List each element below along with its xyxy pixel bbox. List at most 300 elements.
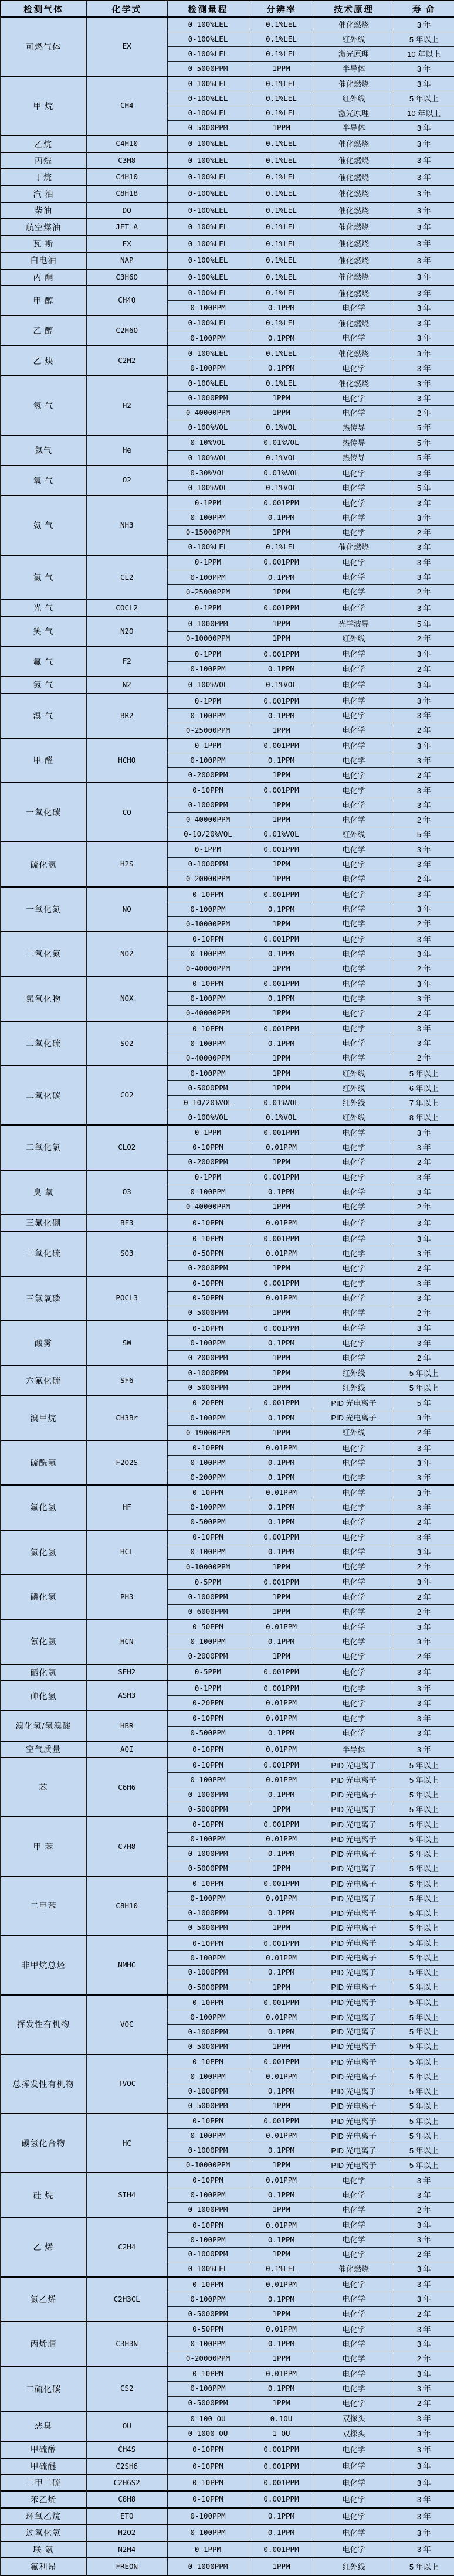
resolution-cell: 0.1PPM <box>249 1456 314 1470</box>
gas-name-cell: 溴甲烷 <box>1 1396 86 1440</box>
lifespan-cell: 2 年 <box>394 1649 454 1664</box>
gas-table-body <box>1 17 454 2575</box>
lifespan-cell: 3 年 <box>394 135 454 152</box>
gas-name-cell: 溴 气 <box>1 694 86 738</box>
table-row <box>1 135 454 152</box>
lifespan-cell: 5 年以上 <box>394 32 454 47</box>
table-row <box>1 738 454 753</box>
table-row <box>1 219 454 235</box>
table-row <box>1 1664 454 1681</box>
range-cell: 0-40000PPM <box>167 1051 249 1066</box>
lifespan-cell: 5 年以上 <box>394 1758 454 1773</box>
range-cell: 0-100%LEL <box>167 219 249 235</box>
formula-cell: F2O2S <box>86 1440 167 1485</box>
principle-cell: PID 光电离子 <box>314 2024 394 2039</box>
resolution-cell: 0.001PPM <box>249 2541 314 2558</box>
gas-name-cell: 磷化氢 <box>1 1575 86 1619</box>
lifespan-cell: 3 年 <box>394 902 454 917</box>
principle-cell: 催化燃烧 <box>314 135 394 152</box>
principle-cell: 双探头 <box>314 2411 394 2427</box>
lifespan-cell: 3 年 <box>394 2337 454 2351</box>
range-cell: 0-10000PPM <box>167 2158 249 2173</box>
lifespan-cell: 2 年 <box>394 1051 454 1066</box>
range-cell: 0-10PPM <box>167 1741 249 1758</box>
range-cell: 0-100PPM <box>167 753 249 768</box>
formula-cell: C2H2 <box>86 346 167 376</box>
principle-cell: PID 光电离子 <box>314 1936 394 1951</box>
lifespan-cell: 3 年 <box>394 857 454 872</box>
lifespan-cell: 3 年 <box>394 1125 454 1140</box>
range-cell: 0-100PPM <box>167 662 249 677</box>
lifespan-cell: 3 年 <box>394 677 454 693</box>
header-row <box>1 1 454 17</box>
resolution-cell: 1PPM <box>249 1590 314 1605</box>
formula-cell: C3H8 <box>86 152 167 169</box>
principle-cell: 电化学 <box>314 1231 394 1246</box>
lifespan-cell: 3 年 <box>394 1664 454 1681</box>
formula-cell: CO <box>86 783 167 842</box>
lifespan-cell: 3 年 <box>394 391 454 406</box>
range-cell: 0-10PPM <box>167 2366 249 2381</box>
col-header-gas: 检测气体 <box>1 1 86 17</box>
resolution-cell: 0.1PPM <box>249 2232 314 2247</box>
principle-cell: 电化学 <box>314 1440 394 1456</box>
principle-cell: 电化学 <box>314 2203 394 2218</box>
col-header-resolution: 分辨率 <box>249 1 314 17</box>
range-cell: 0-100PPM <box>167 1336 249 1351</box>
formula-cell: JET A <box>86 219 167 235</box>
gas-name-cell: 二氧化碳 <box>1 1066 86 1125</box>
formula-cell: He <box>86 436 167 465</box>
resolution-cell: 1PPM <box>249 631 314 647</box>
gas-name-cell: 二甲二硫 <box>1 2475 86 2491</box>
principle-cell: 电化学 <box>314 1681 394 1696</box>
principle-cell: 催化燃烧 <box>314 346 394 361</box>
gas-name-cell: 汽 油 <box>1 186 86 202</box>
principle-cell: 电化学 <box>314 1485 394 1500</box>
principle-cell: PID 光电离子 <box>314 1847 394 1861</box>
range-cell: 0-1000PPM <box>167 2247 249 2262</box>
resolution-cell: 0.1PPM <box>249 2143 314 2158</box>
lifespan-cell: 2 年 <box>394 1515 454 1530</box>
principle-cell: 电化学 <box>314 570 394 584</box>
range-cell: 0-100PPM <box>167 301 249 316</box>
principle-cell: 电化学 <box>314 662 394 677</box>
gas-name-cell: 硫酰氟 <box>1 1440 86 1485</box>
principle-cell: 电化学 <box>314 2441 394 2458</box>
lifespan-cell: 3 年 <box>394 121 454 136</box>
lifespan-cell: 5 年以上 <box>394 2010 454 2025</box>
resolution-cell: 0.1%LEL <box>249 2262 314 2277</box>
lifespan-cell: 2 年 <box>394 1559 454 1575</box>
lifespan-cell: 3 年 <box>394 1530 454 1545</box>
range-cell: 0-100PPM <box>167 331 249 346</box>
resolution-cell: 0.1PPM <box>249 1515 314 1530</box>
range-cell: 0-100%LEL <box>167 76 249 91</box>
range-cell: 0-100%LEL <box>167 91 249 106</box>
range-cell: 0-10/20%VOL <box>167 827 249 842</box>
range-cell: 0-100PPM <box>167 2337 249 2351</box>
resolution-cell: 0.1PPM <box>249 511 314 525</box>
range-cell: 0-100PPM <box>167 2232 249 2247</box>
gas-name-cell: 环氧乙烷 <box>1 2508 86 2524</box>
range-cell: 0-20000PPM <box>167 2351 249 2367</box>
principle-cell: 电化学 <box>314 1575 394 1590</box>
resolution-cell: 0.01PPM <box>249 1711 314 1726</box>
gas-name-cell: 砷化氢 <box>1 1681 86 1711</box>
principle-cell: 红外线 <box>314 1096 394 1110</box>
principle-cell: 催化燃烧 <box>314 252 394 269</box>
range-cell: 0-50PPM <box>167 1619 249 1634</box>
resolution-cell: 0.01%VOL <box>249 436 314 451</box>
range-cell: 0-100PPM <box>167 2129 249 2143</box>
lifespan-cell: 5 年以上 <box>394 91 454 106</box>
gas-name-cell: 可燃气体 <box>1 17 86 76</box>
range-cell: 0-10PPM <box>167 1485 249 1500</box>
lifespan-cell: 5 年 <box>394 436 454 451</box>
table-row <box>1 2173 454 2188</box>
resolution-cell: 0.001PPM <box>249 842 314 857</box>
principle-cell: 热传导 <box>314 420 394 436</box>
range-cell: 0-19000PPM <box>167 1425 249 1440</box>
resolution-cell: 1PPM <box>249 1066 314 1081</box>
resolution-cell: 0.1PPM <box>249 902 314 917</box>
resolution-cell: 0.001PPM <box>249 1396 314 1411</box>
lifespan-cell: 5 年以上 <box>394 2024 454 2039</box>
principle-cell: 电化学 <box>314 1306 394 1321</box>
resolution-cell: 1PPM <box>249 1604 314 1619</box>
resolution-cell: 0.1PPM <box>249 1470 314 1486</box>
formula-cell: ASH3 <box>86 1681 167 1711</box>
table-row <box>1 1365 454 1381</box>
lifespan-cell: 3 年 <box>394 465 454 481</box>
range-cell: 0-10PPM <box>167 1140 249 1155</box>
principle-cell: 电化学 <box>314 1125 394 1140</box>
principle-cell: 电化学 <box>314 1726 394 1741</box>
range-cell: 0-100PPM <box>167 1036 249 1051</box>
lifespan-cell: 3 年 <box>394 976 454 991</box>
range-cell: 0-1PPM <box>167 842 249 857</box>
resolution-cell: 0.1%LEL <box>249 17 314 32</box>
formula-cell: SO3 <box>86 1231 167 1276</box>
principle-cell: 电化学 <box>314 2218 394 2233</box>
resolution-cell: 0.001PPM <box>249 1530 314 1545</box>
formula-cell: NH3 <box>86 495 167 555</box>
resolution-cell: 0.1PPM <box>249 2508 314 2524</box>
resolution-cell: 1PPM <box>249 2247 314 2262</box>
gas-name-cell: 氮 气 <box>1 677 86 693</box>
resolution-cell: 0.01PPM <box>249 2010 314 2025</box>
formula-cell: SO2 <box>86 1021 167 1066</box>
principle-cell: PID 光电离子 <box>314 1980 394 1995</box>
principle-cell: 红外线 <box>314 32 394 47</box>
resolution-cell: 0.001PPM <box>249 1817 314 1832</box>
lifespan-cell: 10 年以上 <box>394 106 454 121</box>
resolution-cell: 0.1OU <box>249 2411 314 2427</box>
table-row <box>1 2475 454 2491</box>
resolution-cell: 0.1PPM <box>249 1500 314 1515</box>
principle-cell: 电化学 <box>314 798 394 813</box>
range-cell: 0-100PPM <box>167 1066 249 1081</box>
table-row <box>1 286 454 301</box>
range-cell: 0-100%LEL <box>167 236 249 252</box>
lifespan-cell: 3 年 <box>394 2524 454 2541</box>
range-cell: 0-15000PPM <box>167 525 249 540</box>
lifespan-cell: 3 年 <box>394 2426 454 2441</box>
range-cell: 0-2000PPM <box>167 1649 249 1664</box>
principle-cell: 电化学 <box>314 2173 394 2188</box>
resolution-cell: 0.001PPM <box>249 1877 314 1892</box>
range-cell: 0-100PPM <box>167 570 249 584</box>
lifespan-cell: 3 年 <box>394 2475 454 2491</box>
principle-cell: 电化学 <box>314 723 394 738</box>
lifespan-cell: 2 年 <box>394 2247 454 2262</box>
range-cell: 0-5000PPM <box>167 1381 249 1396</box>
range-cell: 0-20PPM <box>167 1396 249 1411</box>
range-cell: 0-5PPM <box>167 1664 249 1681</box>
range-cell: 0-40000PPM <box>167 1199 249 1215</box>
lifespan-cell: 3 年 <box>394 753 454 768</box>
principle-cell: 电化学 <box>314 1036 394 1051</box>
formula-cell: HCN <box>86 1619 167 1664</box>
lifespan-cell: 3 年 <box>394 1291 454 1306</box>
lifespan-cell: 2 年 <box>394 584 454 600</box>
range-cell: 0-10PPM <box>167 2218 249 2233</box>
principle-cell: 电化学 <box>314 1185 394 1199</box>
gas-name-cell: 三氟化硼 <box>1 1215 86 1231</box>
lifespan-cell: 5 年以上 <box>394 2084 454 2099</box>
principle-cell: 电化学 <box>314 961 394 977</box>
lifespan-cell: 3 年 <box>394 376 454 391</box>
formula-cell: O3 <box>86 1170 167 1215</box>
resolution-cell: 0.001PPM <box>249 647 314 662</box>
table-row <box>1 436 454 451</box>
resolution-cell: 0.1PPM <box>249 1036 314 1051</box>
range-cell: 0-10PPM <box>167 1817 249 1832</box>
principle-cell: 红外线 <box>314 827 394 842</box>
resolution-cell: 1PPM <box>249 1980 314 1995</box>
range-cell: 0-10PPM <box>167 1711 249 1726</box>
principle-cell: 电化学 <box>314 1350 394 1365</box>
resolution-cell: 0.001PPM <box>249 495 314 511</box>
range-cell: 0-100%LEL <box>167 252 249 269</box>
principle-cell: 电化学 <box>314 1649 394 1664</box>
resolution-cell: 0.001PPM <box>249 1758 314 1773</box>
gas-name-cell: 六氟化硫 <box>1 1365 86 1395</box>
resolution-cell: 0.01PPM <box>249 1215 314 1231</box>
formula-cell: CL2 <box>86 555 167 600</box>
gas-name-cell: 三氧化硫 <box>1 1231 86 1276</box>
lifespan-cell: 3 年 <box>394 1726 454 1741</box>
resolution-cell: 0.1PPM <box>249 2024 314 2039</box>
principle-cell: PID 光电离子 <box>314 1950 394 1965</box>
range-cell: 0-100PPM <box>167 2292 249 2307</box>
principle-cell: PID 光电离子 <box>314 1802 394 1817</box>
range-cell: 0-10PPM <box>167 1440 249 1456</box>
lifespan-cell: 5 年以上 <box>394 2129 454 2143</box>
formula-cell: H2O2 <box>86 2524 167 2541</box>
table-row <box>1 932 454 947</box>
principle-cell: 电化学 <box>314 783 394 798</box>
range-cell: 0-100PPM <box>167 1950 249 1965</box>
principle-cell: 电化学 <box>314 2247 394 2262</box>
resolution-cell: 0.1%LEL <box>249 186 314 202</box>
principle-cell: 半导体 <box>314 121 394 136</box>
principle-cell: 热传导 <box>314 450 394 465</box>
lifespan-cell: 2 年 <box>394 1006 454 1021</box>
principle-cell: PID 光电离子 <box>314 1787 394 1802</box>
gas-name-cell: 氟利昂 <box>1 2558 86 2575</box>
table-row <box>1 1396 454 1411</box>
gas-name-cell: 甲 醇 <box>1 286 86 315</box>
resolution-cell: 0.001PPM <box>249 1021 314 1036</box>
range-cell: 0-100 OU <box>167 2411 249 2427</box>
resolution-cell: 0.1%VOL <box>249 420 314 436</box>
range-cell: 0-10000PPM <box>167 916 249 932</box>
principle-cell: 电化学 <box>314 842 394 857</box>
lifespan-cell: 5 年以上 <box>394 1980 454 1995</box>
principle-cell: PID 光电离子 <box>314 2143 394 2158</box>
lifespan-cell: 5 年以上 <box>394 2158 454 2173</box>
lifespan-cell: 3 年 <box>394 361 454 376</box>
formula-cell: C8H18 <box>86 186 167 202</box>
table-row <box>1 555 454 570</box>
range-cell: 0-20PPM <box>167 1696 249 1711</box>
range-cell: 0-100%LEL <box>167 32 249 47</box>
formula-cell: EX <box>86 17 167 76</box>
principle-cell: 电化学 <box>314 2491 394 2507</box>
resolution-cell: 0.001PPM <box>249 2475 314 2491</box>
lifespan-cell: 3 年 <box>394 76 454 91</box>
principle-cell: 电化学 <box>314 916 394 932</box>
range-cell: 0-1000PPM <box>167 1847 249 1861</box>
resolution-cell: 1PPM <box>249 1081 314 1096</box>
table-row <box>1 1125 454 1140</box>
resolution-cell: 0.1PPM <box>249 1726 314 1741</box>
principle-cell: PID 光电离子 <box>314 1758 394 1773</box>
principle-cell: 电化学 <box>314 1619 394 1634</box>
principle-cell: 电化学 <box>314 511 394 525</box>
formula-cell: PH3 <box>86 1575 167 1619</box>
resolution-cell: 1PPM <box>249 2039 314 2054</box>
resolution-cell: 0.1PPM <box>249 2084 314 2099</box>
principle-cell: 电化学 <box>314 525 394 540</box>
formula-cell: NOX <box>86 976 167 1021</box>
range-cell: 0-5000PPM <box>167 61 249 76</box>
gas-name-cell: 二氧化氯 <box>1 1125 86 1170</box>
principle-cell: 电化学 <box>314 1590 394 1605</box>
lifespan-cell: 5 年以上 <box>394 1832 454 1847</box>
principle-cell: 电化学 <box>314 976 394 991</box>
formula-cell: HC <box>86 2113 167 2173</box>
range-cell: 0-100%VOL <box>167 677 249 693</box>
range-cell: 0-40000PPM <box>167 1006 249 1021</box>
table-row <box>1 186 454 202</box>
principle-cell: 红外线 <box>314 1081 394 1096</box>
range-cell: 0-5000PPM <box>167 2396 249 2411</box>
principle-cell: 电化学 <box>314 1276 394 1292</box>
lifespan-cell: 3 年 <box>394 2173 454 2188</box>
table-row <box>1 76 454 91</box>
resolution-cell: 0.01PPM <box>249 1485 314 1500</box>
table-row <box>1 677 454 693</box>
gas-name-cell: 乙 醇 <box>1 315 86 345</box>
gas-name-cell: 臭 氧 <box>1 1170 86 1215</box>
principle-cell: 电化学 <box>314 947 394 961</box>
range-cell: 0-10PPM <box>167 783 249 798</box>
resolution-cell: 0.1%LEL <box>249 286 314 301</box>
lifespan-cell: 3 年 <box>394 2411 454 2427</box>
principle-cell: PID 光电离子 <box>314 2054 394 2069</box>
range-cell: 0-1000 OU <box>167 2426 249 2441</box>
range-cell: 0-100PPM <box>167 2524 249 2541</box>
principle-cell: PID 光电离子 <box>314 2069 394 2084</box>
resolution-cell: 0.1%VOL <box>249 1110 314 1125</box>
resolution-cell: 0.1PPM <box>249 1411 314 1425</box>
lifespan-cell: 3 年 <box>394 2218 454 2233</box>
range-cell: 0-100%LEL <box>167 135 249 152</box>
lifespan-cell: 6 年以上 <box>394 1081 454 1096</box>
gas-name-cell: 甲 烷 <box>1 76 86 135</box>
resolution-cell: 0.001PPM <box>249 2458 314 2475</box>
gas-name-cell: 溴化氢/氢溴酸 <box>1 1711 86 1741</box>
table-row <box>1 1575 454 1590</box>
resolution-cell: 1PPM <box>249 961 314 977</box>
table-row <box>1 1995 454 2010</box>
range-cell: 0-5000PPM <box>167 1081 249 1096</box>
range-cell: 0-100%LEL <box>167 2262 249 2277</box>
gas-name-cell: 甲 醛 <box>1 738 86 783</box>
resolution-cell: 0.1%LEL <box>249 315 314 331</box>
range-cell: 0-100%VOL <box>167 481 249 496</box>
resolution-cell: 1PPM <box>249 121 314 136</box>
range-cell: 0-100PPM <box>167 1773 249 1787</box>
resolution-cell: 0.1PPM <box>249 331 314 346</box>
resolution-cell: 1PPM <box>249 1306 314 1321</box>
formula-cell: SIH4 <box>86 2173 167 2217</box>
range-cell: 0-10PPM <box>167 2277 249 2292</box>
principle-cell: 电化学 <box>314 768 394 783</box>
range-cell: 0-2000PPM <box>167 1261 249 1276</box>
principle-cell: 电化学 <box>314 1530 394 1545</box>
col-header-principle: 技术原理 <box>314 1 394 17</box>
resolution-cell: 0.1PPM <box>249 1965 314 1980</box>
table-row <box>1 252 454 269</box>
range-cell: 0-10000PPM <box>167 631 249 647</box>
resolution-cell: 0.01PPM <box>249 1696 314 1711</box>
lifespan-cell: 3 年 <box>394 2188 454 2203</box>
lifespan-cell: 3 年 <box>394 236 454 252</box>
formula-cell: ETO <box>86 2508 167 2524</box>
resolution-cell: 0.1%LEL <box>249 106 314 121</box>
resolution-cell: 0.01%VOL <box>249 1096 314 1110</box>
resolution-cell: 0.1PPM <box>249 1634 314 1649</box>
principle-cell: 电化学 <box>314 677 394 693</box>
principle-cell: 电化学 <box>314 1140 394 1155</box>
table-row <box>1 694 454 709</box>
table-row <box>1 2322 454 2337</box>
range-cell: 0-100PPM <box>167 511 249 525</box>
principle-cell: 电化学 <box>314 1261 394 1276</box>
lifespan-cell: 3 年 <box>394 887 454 902</box>
resolution-cell: 0.001PPM <box>249 976 314 991</box>
resolution-cell: 1PPM <box>249 723 314 738</box>
table-row <box>1 269 454 286</box>
lifespan-cell: 5 年以上 <box>394 1877 454 1892</box>
range-cell: 0-25000PPM <box>167 723 249 738</box>
principle-cell: PID 光电离子 <box>314 1411 394 1425</box>
lifespan-cell: 5 年 <box>394 616 454 631</box>
